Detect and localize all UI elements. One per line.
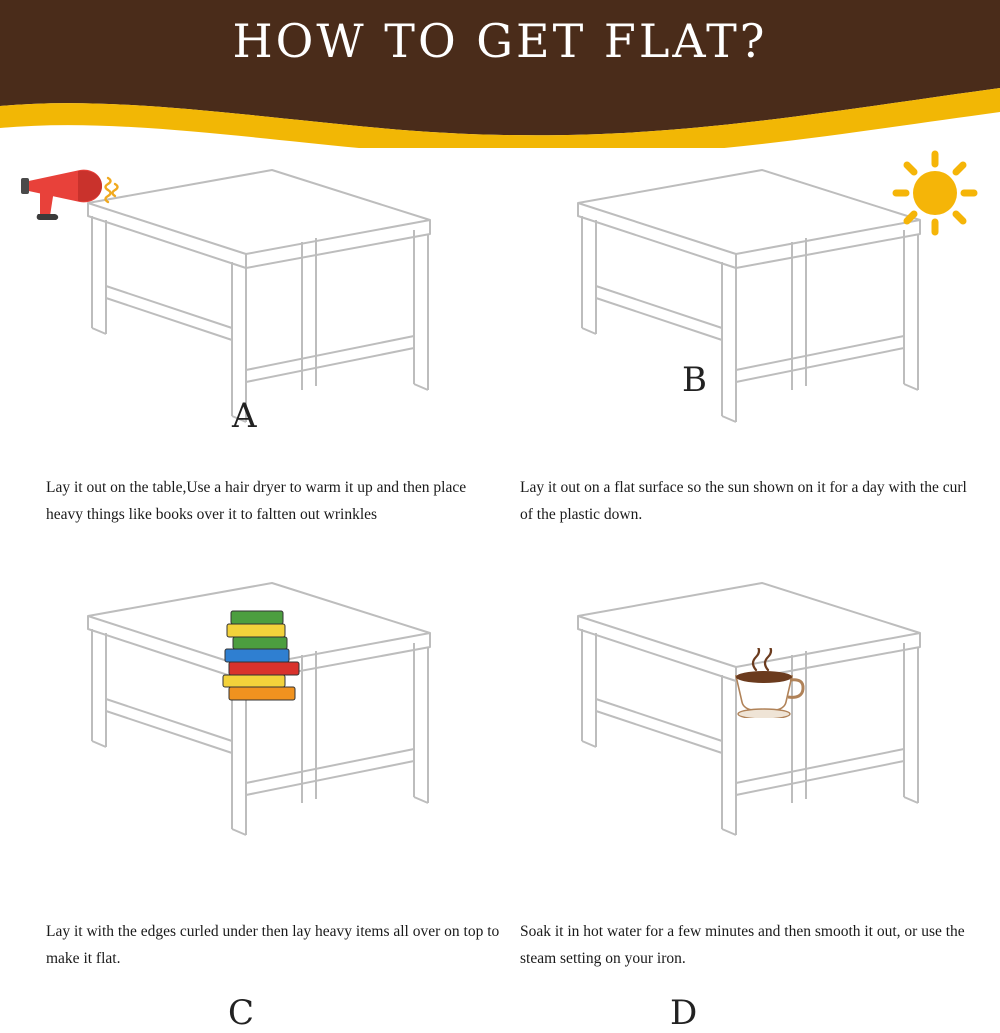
panel-letter-a: A: [232, 396, 257, 436]
hot-coffee-cup-icon: [722, 648, 812, 718]
hair-dryer-icon: [18, 164, 128, 224]
caption-a: Lay it out on the table,Use a hair dryer to warm it up and then place heavy things like books over it to faltten out wrinkles: [46, 479, 467, 524]
page-title: HOW TO GET FLAT?: [232, 14, 768, 68]
caption-d: Soak it in hot water for a few minutes and then smooth it out, or use the steam setting on your iron.: [520, 923, 965, 968]
panel-d: [510, 568, 990, 1033]
sun-icon: [880, 148, 990, 238]
table-line-drawing: [510, 568, 990, 868]
caption-c: Lay it with the edges curled under then lay heavy items all over on top to make it flat.: [46, 923, 500, 968]
caption-b: Lay it out on a flat surface so the sun shown on it for a day with the curl of the plastic down.: [520, 479, 967, 524]
table-illustration-d: [510, 568, 990, 868]
instruction-grid: [0, 148, 1000, 1033]
panel-letter-c: C: [228, 993, 255, 1033]
header-banner: [0, 0, 1000, 148]
panel-letter-b: B: [682, 360, 707, 400]
panel-letter-d: D: [670, 993, 698, 1033]
stack-of-books-icon: [213, 605, 313, 705]
